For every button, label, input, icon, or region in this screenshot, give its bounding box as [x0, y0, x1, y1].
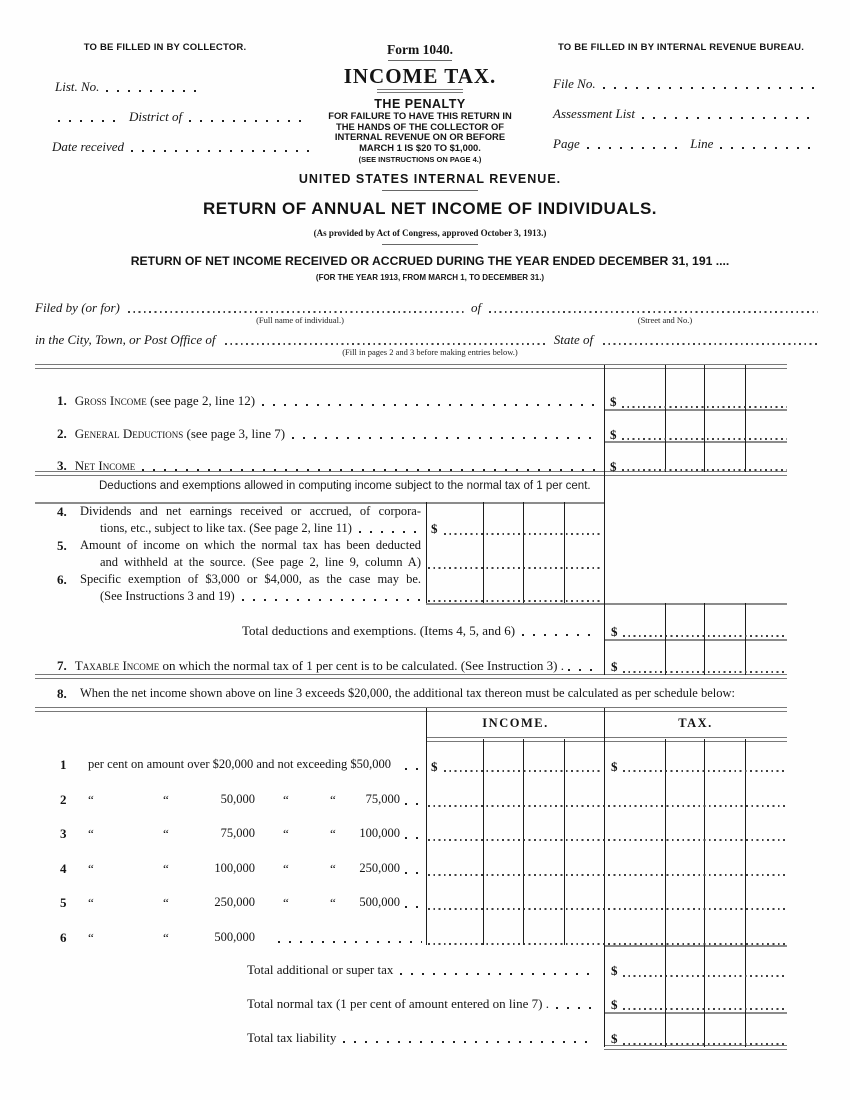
line4-text-2-row	[100, 521, 422, 536]
rule-under-line7-double	[35, 674, 787, 679]
year-line: RETURN OF NET INCOME RECEIVED OR ACCRUED DURING THE YEAR ENDED DECEMBER 31, 191 ....	[130, 254, 730, 268]
tax-liability-leader	[343, 1041, 595, 1043]
city-field[interactable]	[225, 343, 547, 345]
super-tax-field[interactable]	[623, 975, 787, 977]
line4-number: 4.	[57, 504, 67, 519]
schedule-row4-field[interactable]	[428, 874, 787, 876]
line4-leader	[359, 531, 420, 533]
schedule-row1-tax-dollar: $	[611, 758, 618, 774]
line-label: Line	[690, 136, 714, 151]
tax-divider-3	[745, 739, 746, 1047]
line5-text-2: and withheld at the source. (See page 2, line 9, column A)	[100, 554, 421, 569]
schedule-row2-ditto-2: “	[163, 791, 169, 807]
date-received-label: Date received	[52, 139, 125, 154]
rule-under-items456	[426, 603, 787, 605]
super-tax-dollar: $	[611, 963, 618, 978]
schedule-row4-from: 100,000	[214, 860, 255, 875]
super-tax-label: Total additional or super tax	[247, 962, 394, 977]
file-no-field[interactable]	[603, 87, 816, 89]
schedule-row4-ditto-2: “	[163, 860, 169, 876]
line7-amount-field[interactable]	[623, 671, 787, 673]
filed-by-label: Filed by (or for)	[35, 300, 120, 315]
schedule-row5-ditto-3: “	[283, 895, 289, 910]
schedule-row2-to: 75,000	[365, 791, 400, 806]
schedule-row5-leader	[405, 906, 422, 908]
line3-amount-field[interactable]	[622, 469, 787, 471]
deductions-caption: Deductions and exemptions allowed in computing income subject to the normal tax of 1 per cent.	[99, 480, 591, 492]
tax-liability-field[interactable]	[623, 1043, 787, 1045]
line4-text-1: Dividends and net earnings received or accrued, of corpora-	[80, 504, 421, 518]
tax-column-header: TAX.	[678, 716, 713, 730]
inner-box-divider-1	[483, 502, 484, 603]
penalty-line-3: INTERNAL REVENUE ON OR BEFORE	[334, 131, 506, 142]
schedule-row2-ditto-4: “	[330, 791, 336, 807]
fill-note: (Fill in pages 2 and 3 before making entries below.)	[342, 347, 518, 357]
line2-label: General Deductions (see page 3, line 7)	[74, 425, 286, 441]
normal-tax-row	[247, 996, 597, 1012]
inner-box-divider-2	[523, 502, 524, 603]
tax-liability-row	[247, 1030, 597, 1046]
page-field[interactable]	[587, 147, 683, 149]
schedule-row5-to: 500,000	[359, 895, 400, 909]
district-field[interactable]	[189, 120, 310, 122]
rule-schedule-header-bottom	[426, 737, 787, 742]
line8-number: 8.	[57, 686, 67, 701]
line2-dollar: $	[610, 426, 617, 442]
schedule-row3-ditto-2: “	[163, 826, 169, 841]
tax-divider-2	[704, 739, 705, 1047]
inner-box-divider-3	[564, 502, 565, 603]
total-deductions-dollar: $	[611, 624, 618, 639]
money-divider-2b	[704, 603, 705, 675]
line5-amount-field[interactable]	[428, 567, 603, 569]
assessment-list-label: Assessment List	[553, 106, 635, 121]
money-divider-1b	[665, 603, 666, 675]
file-no-label: File No.	[553, 76, 596, 91]
filed-by-row	[35, 300, 818, 316]
schedule-row3-to: 100,000	[359, 826, 400, 840]
schedule-row4-number: 4	[60, 860, 67, 876]
line7-row	[57, 658, 597, 674]
bureau-page-line-row	[553, 136, 818, 152]
penalty-line-2: THE HANDS OF THE COLLECTOR OF	[335, 120, 505, 132]
rule-under-line2	[604, 441, 787, 443]
schedule-row5-field[interactable]	[428, 908, 787, 910]
collector-list-no-row	[55, 79, 205, 95]
schedule-row6-field[interactable]	[428, 943, 787, 945]
collector-district-row	[58, 109, 312, 125]
line3-leader	[142, 469, 595, 471]
schedule-row5-ditto-1: “	[88, 895, 94, 910]
schedule-row3-ditto-3: “	[283, 826, 289, 841]
line3-dollar: $	[610, 459, 617, 474]
street-note: (Street and No.)	[637, 315, 693, 325]
line4-dollar: $	[431, 521, 438, 536]
tax-divider-1	[665, 739, 666, 1047]
schedule-row1-number: 1	[60, 757, 67, 772]
line2-row	[57, 426, 597, 442]
district-label: District of	[129, 109, 183, 124]
money-divider-1	[665, 365, 666, 472]
super-tax-row	[247, 962, 597, 978]
normal-tax-leader	[556, 1007, 595, 1009]
schedule-row1-leader	[405, 768, 422, 770]
penalty-title: THE PENALTY	[374, 97, 466, 111]
line7-label: Taxable Income on which the normal tax of 1 per cent is to be calculated. (See Instruction 3) .	[74, 658, 564, 673]
see-instructions-note: (SEE INSTRUCTIONS ON PAGE 4.)	[358, 155, 482, 164]
district-prefix-field[interactable]	[58, 120, 120, 122]
inner-box-left-rule	[426, 502, 427, 603]
schedule-row6-number: 6	[60, 929, 67, 945]
schedule-row5-from: 250,000	[214, 895, 255, 909]
schedule-row6-ditto-2: “	[163, 929, 169, 945]
agency-title: UNITED STATES INTERNAL REVENUE.	[298, 172, 562, 186]
schedule-row2-number: 2	[60, 791, 67, 807]
schedule-row4-ditto-1: “	[88, 860, 94, 876]
line6-text-1: Specific exemption of $3,000 or $4,000, as the case may be.	[80, 572, 421, 586]
line5-text-1: Amount of income on which the normal tax has been deducted	[80, 538, 421, 552]
line6-text-2-row	[100, 589, 422, 604]
line7-number: 7.	[57, 658, 67, 673]
schedule-row6-from: 500,000	[214, 929, 255, 944]
schedule-row1-income-dollar: $	[431, 758, 438, 774]
schedule-row1-text: per cent on amount over $20,000 and not exceeding $50,000	[88, 757, 392, 771]
city-line-label: in the City, Town, or Post Office of	[35, 332, 216, 347]
total-deductions-row	[242, 623, 597, 639]
line2-leader	[292, 437, 595, 439]
schedule-row5-ditto-2: “	[163, 895, 169, 910]
of-label: of	[470, 300, 482, 315]
money-divider-2	[704, 365, 705, 472]
line3-number: 3.	[57, 457, 67, 473]
line1-row	[57, 393, 597, 409]
schedule-row5-number: 5	[60, 895, 67, 910]
line1-amount-field[interactable]	[622, 406, 787, 408]
assessment-list-field[interactable]	[642, 117, 816, 119]
act-note: (As provided by Act of Congress, approved October 3, 1913.)	[313, 228, 547, 238]
page-label: Page	[553, 136, 580, 151]
line-field[interactable]	[720, 147, 816, 149]
tax-column-left-rule	[604, 708, 605, 1047]
bureau-file-no-row	[553, 76, 818, 92]
schedule-row6-ditto-1: “	[88, 929, 94, 945]
agency-rule	[382, 190, 478, 191]
schedule-row3-ditto-1: “	[88, 826, 94, 841]
line1-label: Gross Income (see page 2, line 12)	[74, 393, 256, 408]
list-no-label: List. No.	[55, 79, 100, 94]
rule-under-row6	[604, 945, 787, 947]
schedule-row5-ditto-4: “	[330, 895, 336, 910]
schedule-row2-field[interactable]	[428, 805, 787, 807]
schedule-row6-leader	[278, 941, 422, 943]
money-column-left-rule	[604, 365, 605, 675]
income-column-header: INCOME.	[482, 716, 549, 730]
total-deductions-leader	[522, 634, 595, 636]
line6-leader	[242, 599, 420, 601]
page-title: RETURN OF ANNUAL NET INCOME OF INDIVIDUALS.	[202, 199, 658, 218]
schedule-row2-ditto-1: “	[88, 791, 94, 807]
schedule-row3-field[interactable]	[428, 839, 787, 841]
rule-under-normal-tax	[604, 1012, 787, 1014]
collector-block-title: TO BE FILLED IN BY COLLECTOR.	[83, 42, 247, 53]
rule-under-total-deductions	[604, 639, 787, 641]
schedule-row4-ditto-4: “	[330, 860, 336, 876]
line4-amount-field[interactable]	[444, 533, 603, 535]
schedule-row4-leader	[405, 872, 422, 874]
normal-tax-dollar: $	[611, 996, 618, 1012]
full-name-note: (Full name of individual.)	[256, 315, 344, 325]
bureau-block-title: TO BE FILLED IN BY INTERNAL REVENUE BUREAU.	[557, 42, 805, 53]
schedule-row3-ditto-4: “	[330, 826, 336, 841]
total-deductions-label: Total deductions and exemptions. (Items 4, 5, and 6)	[242, 623, 516, 638]
money-divider-3b	[745, 603, 746, 675]
schedule-row3-leader	[405, 837, 422, 839]
line2-number: 2.	[57, 425, 67, 441]
line1-number: 1.	[57, 393, 67, 408]
street-field[interactable]	[489, 311, 818, 313]
line5-number: 5.	[57, 538, 67, 553]
penalty-line-1: FOR FAILURE TO HAVE THIS RETURN IN	[328, 110, 512, 121]
tax-liability-dollar: $	[611, 1031, 618, 1046]
form-number-rule	[388, 60, 452, 61]
line6-number: 6.	[57, 572, 67, 587]
line4-text-2: tions, etc., subject to like tax. (See page 2, line 11)	[100, 520, 352, 535]
city-row	[35, 332, 818, 348]
super-tax-leader	[400, 973, 595, 975]
rule-schedule-top	[35, 707, 787, 712]
form-title: INCOME TAX.	[343, 64, 497, 88]
schedule-row2-from: 50,000	[220, 791, 255, 806]
schedule-row1-tax-field[interactable]	[623, 770, 787, 772]
schedule-row2-ditto-3: “	[283, 791, 289, 807]
line6-amount-field[interactable]	[428, 600, 603, 602]
tax-liability-label: Total tax liability	[247, 1030, 337, 1045]
year-note: (FOR THE YEAR 1913, FROM MARCH 1, TO DECEMBER 31.)	[315, 273, 545, 282]
line1-dollar: $	[610, 394, 617, 409]
line3-label: Net Income	[74, 457, 136, 473]
bureau-assessment-row	[553, 106, 818, 122]
schedule-row1-income-field[interactable]	[444, 770, 603, 772]
schedule-row4-ditto-3: “	[283, 860, 289, 876]
normal-tax-label: Total normal tax (1 per cent of amount entered on line 7) .	[247, 995, 549, 1011]
list-no-field[interactable]	[106, 90, 203, 92]
total-deductions-field[interactable]	[623, 635, 787, 637]
penalty-line-4: MARCH 1 IS $20 TO $1,000.	[359, 141, 481, 153]
line7-leader	[568, 669, 595, 671]
form-number: Form 1040.	[387, 42, 453, 57]
line8-text: When the net income shown above on line 3 exceeds $20,000, the additional tax thereon must be calculated as per schedule below:	[80, 686, 735, 700]
normal-tax-field[interactable]	[623, 1008, 787, 1010]
rule-top-double	[35, 364, 787, 369]
schedule-row4-to: 250,000	[359, 860, 400, 875]
full-name-field[interactable]	[128, 311, 465, 313]
act-note-rule	[382, 244, 478, 245]
line6-text-2: (See Instructions 3 and 19)	[100, 588, 235, 603]
rule-bottom-double	[604, 1045, 787, 1050]
line2-amount-field[interactable]	[622, 438, 787, 440]
line7-dollar: $	[611, 659, 618, 674]
state-field[interactable]	[603, 343, 818, 345]
rule-under-line1	[604, 409, 787, 411]
schedule-row3-number: 3	[60, 826, 67, 841]
date-received-field[interactable]	[131, 150, 310, 152]
form-title-rule	[377, 89, 463, 93]
collector-date-row	[52, 139, 312, 155]
schedule-row3-from: 75,000	[220, 826, 255, 840]
schedule-row2-leader	[405, 803, 422, 805]
state-of-label: State of	[553, 332, 594, 347]
line3-row	[57, 458, 597, 474]
money-divider-3	[745, 365, 746, 472]
line1-leader	[262, 404, 595, 406]
